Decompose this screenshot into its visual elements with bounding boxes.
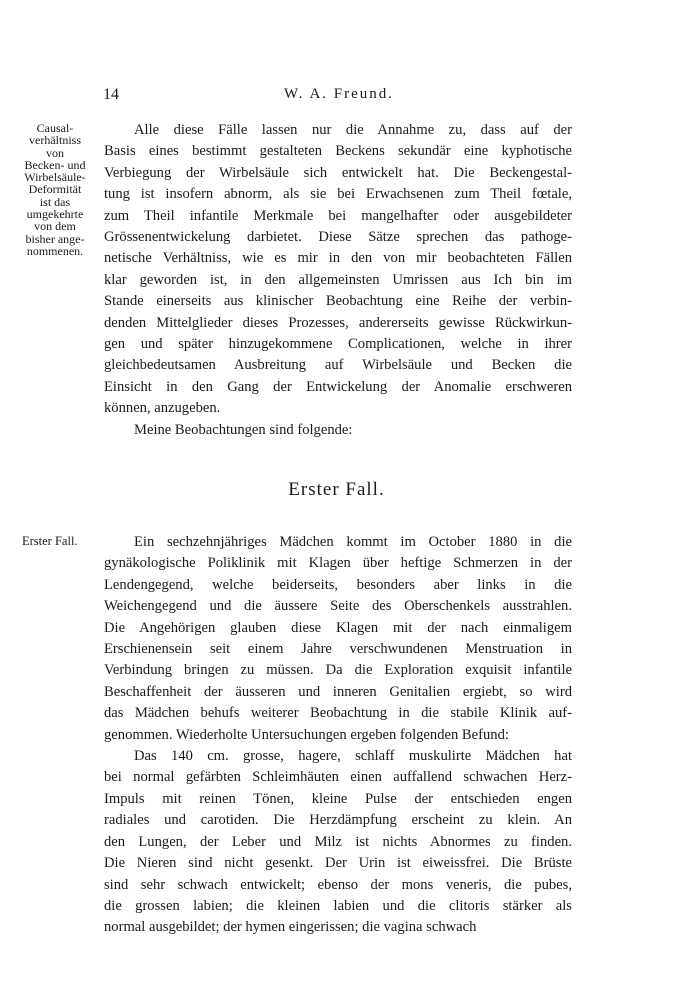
margin-note-line: ist das <box>39 194 71 209</box>
section-title: Erster Fall. <box>288 479 385 500</box>
margin-note-line: bisher ange- <box>25 231 85 246</box>
text-line: normal ausgebildet; der hymen eingerissen; die vagina schwach <box>104 919 477 936</box>
text-line: Weichengegend und die äussere Seite des Oberschenkels ausstrahlen. <box>104 598 572 615</box>
margin-note-erster-fall: Erster Fall. <box>22 534 78 548</box>
paragraph-2: Meine Beobachtungen sind folgende: <box>134 421 353 438</box>
text-line: genommen. Wiederholte Untersuchungen ergeben folgenden Befund: <box>104 726 509 743</box>
text-line: Alle diese Fälle lassen nur die Annahme zu, dass auf der <box>134 122 572 138</box>
page-number: 14 <box>103 86 119 103</box>
margin-note-line: Wirbelsäule- <box>24 170 86 185</box>
text-line: können, anzugeben. <box>104 400 221 417</box>
text-line: sind sehr schwach entwickelt; ebenso der mons veneris, die pubes, <box>104 876 572 893</box>
text-line: tung ist insofern abnorm, als sie bei Erwachsenen zum Theil fœtale, <box>104 186 572 203</box>
page-header <box>0 86 673 108</box>
margin-note-line: verhältniss <box>29 133 81 148</box>
margin-note-line: Deformität <box>28 182 82 197</box>
text-line: gen und später hinzugekommene Complicationen, welche in ihrer <box>104 336 572 353</box>
margin-note-line: Becken- und <box>24 157 86 172</box>
text-line: den Lungen, der Leber und Milz ist nichts Abnormes zu finden. <box>104 833 572 850</box>
text-line: Stande einerseits aus klinischer Beobachtung eine Reihe der verbin- <box>104 293 572 310</box>
body-text-block-2 <box>104 532 572 939</box>
paragraph-3 <box>104 532 572 746</box>
text-line: bei normal gefärbten Schleimhäuten einen auffallend schwachen Herz- <box>104 769 572 786</box>
text-line: Grössenentwickelung darbietet. Diese Sätze sprechen das pathoge- <box>104 229 572 246</box>
text-line: klar geworden ist, in den allgemeinsten Umrissen aus Ich bin im <box>104 271 572 288</box>
text-line: Verbiegung der Wirbelsäule sich entwickelt hat. Die Beckengestal- <box>104 164 572 181</box>
text-line: die grossen labien; die kleinen labien und die clitoris stärker als <box>104 897 572 914</box>
text-line: Erschienensein seit einem Jahre verschwundenen Menstruation in <box>104 641 572 658</box>
text-line: Einsicht in den Gang der Entwickelung der Anomalie erschweren <box>104 378 572 395</box>
text-line: das Mädchen behufs weiterer Beobachtung in die stabile Klinik auf- <box>104 705 572 722</box>
text-line: Beschaffenheit der äusseren und inneren Genitalien ergiebt, so wird <box>104 683 572 700</box>
paragraph-1 <box>104 120 572 420</box>
body-text-block-1 <box>104 120 572 441</box>
text-line: Lendengegend, welche beiderseits, besonders aber links in die <box>104 576 572 593</box>
text-line: Die Nieren sind nicht gesenkt. Der Urin ist eiweissfrei. Die Brüste <box>104 855 572 872</box>
text-line: Impuls mit reinen Tönen, kleine Pulse der entschieden engen <box>104 790 572 807</box>
paragraph-4 <box>104 746 572 939</box>
margin-note-line: von <box>46 145 64 160</box>
text-line: denden Mittelglieder dieses Prozesses, andererseits gewisse Rückwirkun- <box>104 314 572 331</box>
text-line: Die Angehörigen glauben diese Klagen mit der nach einmaligem <box>104 619 572 636</box>
text-line: Das 140 cm. grosse, hagere, schlaff muskulirte Mädchen hat <box>134 748 572 765</box>
margin-note-causal <box>12 122 98 257</box>
text-line: zum Theil infantile Merkmale bei mangelhafter oder ausgebildeter <box>104 207 572 224</box>
text-line: Basis eines bestimmt gestalteten Beckens sekundär eine kyphotische <box>104 143 572 160</box>
margin-note-line: Causal- <box>36 121 74 135</box>
text-line: gynäkologische Poliklinik mit Klagen über heftige Schmerzen in der <box>104 555 572 572</box>
margin-note-line: nommenen. <box>26 243 84 258</box>
running-title: W. A. Freund. <box>284 86 395 102</box>
text-line: Verbindung bringen zu müssen. Da die Exploration exquisit infantile <box>104 662 572 679</box>
text-line: radiales und carotiden. Die Herzdämpfung erscheint zu klein. An <box>104 812 572 829</box>
text-line: netische Verhältniss, wie es mir in den von mir beobachteten Fällen <box>104 250 572 267</box>
margin-note-line: von dem <box>34 219 76 234</box>
text-line: Ein sechzehnjähriges Mädchen kommt im October 1880 in die <box>134 534 572 550</box>
margin-note-line: umgekehrte <box>26 207 84 222</box>
text-line: gleichbedeutsamen Ausbreitung auf Wirbelsäule und Becken die <box>104 357 572 374</box>
